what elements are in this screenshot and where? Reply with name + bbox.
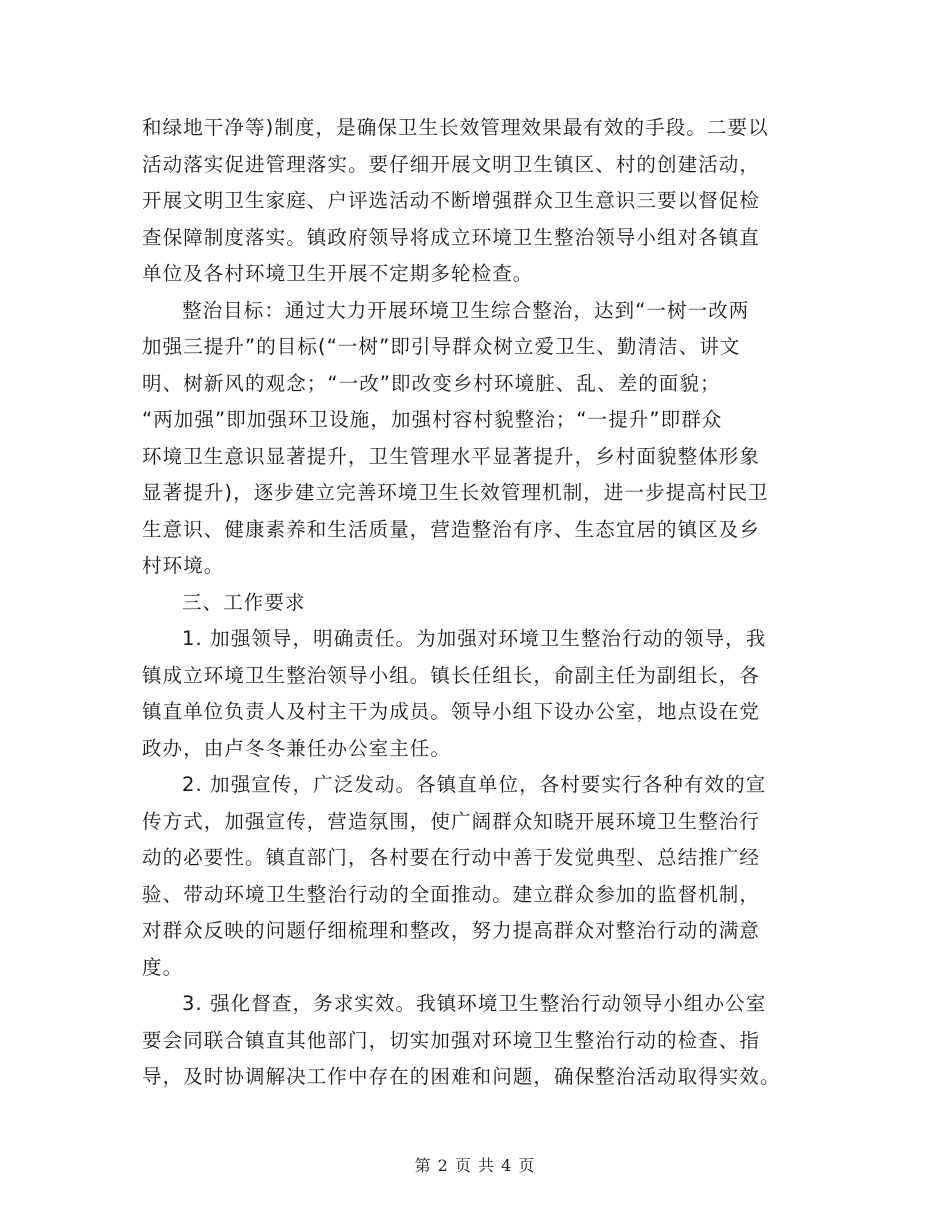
text-line: 活动落实促进管理落实。要仔细开展文明卫生镇区、村的创建活动， — [142, 152, 761, 176]
text-line: 单位及各村环境卫生开展不定期多轮检查。 — [142, 262, 534, 285]
text-line: 对群众反映的问题仔细梳理和整改，努力提高群众对整治行动的满意 — [142, 919, 761, 942]
text-line: 验、带动环境卫生整治行动的全面推动。建立群众参加的监督机制， — [142, 882, 761, 906]
text-line: 镇直单位负责人及村主干为成员。领导小组下设办公室，地点设在党 — [142, 700, 761, 723]
text-line: 加强三提升”的目标(“一树”即引导群众树立爱卫生、勤清洁、讲文 — [142, 335, 741, 358]
text-line: 度。 — [142, 955, 184, 979]
text-line: 村环境。 — [142, 554, 225, 577]
text-line: 要会同联合镇直其他部门，切实加强对环境卫生整治行动的检查、指 — [142, 1028, 761, 1052]
text-line: 传方式，加强宣传，营造氛围，使广阔群众知晓开展环境卫生整治行 — [142, 809, 761, 833]
document-body — [142, 110, 808, 1096]
text-line: 开展文明卫生家庭、户评选活动不断增强群众卫生意识三要以督促检 — [142, 189, 761, 212]
text-line: 镇成立环境卫生整治领导小组。镇长任组长，俞副主任为副组长，各 — [142, 663, 761, 687]
text-line: 和绿地干净等)制度，是确保卫生长效管理效果最有效的手段。二要以 — [142, 116, 769, 139]
text-line: 1. 加强领导，明确责任。为加强对环境卫生整治行动的领导，我 — [182, 627, 767, 650]
text-line: 生意识、健康素养和生活质量，营造整治有序、生态宜居的镇区及乡 — [142, 517, 761, 541]
text-line: 3. 强化督查，务求实效。我镇环境卫生整治行动领导小组办公室 — [182, 992, 767, 1015]
text-line: 政办，由卢冬冬兼任办公室主任。 — [142, 736, 452, 760]
text-line: 环境卫生意识显著提升，卫生管理水平显著提升，乡村面貌整体形象 — [142, 444, 761, 468]
page-number-footer: 第 2 页 共 4 页 — [414, 1156, 536, 1175]
body-text — [142, 110, 808, 1096]
text-line: 显著提升)，逐步建立完善环境卫生长效管理机制，进一步提高村民卫 — [142, 481, 769, 504]
text-line: 查保障制度落实。镇政府领导将成立环境卫生整治领导小组对各镇直 — [142, 225, 761, 249]
text-line: “两加强”即加强环卫设施，加强村容村貌整治；“一提升”即群众 — [142, 408, 723, 431]
text-line: 动的必要性。镇直部门，各村要在行动中善于发觉典型、总结推广经 — [142, 846, 761, 869]
text-line: 2. 加强宣传，广泛发动。各镇直单位，各村要实行各种有效的宣 — [182, 773, 767, 796]
text-line: 整治目标：通过大力开展环境卫生综合整治，达到“一树一改两 — [182, 298, 750, 322]
text-line: 导，及时协调解决工作中存在的困难和问题，确保整治活动取得实效。 — [142, 1065, 781, 1088]
section-heading: 三、工作要求 — [182, 590, 306, 614]
text-line: 明、树新风的观念；“一改”即改变乡村环境脏、乱、差的面貌； — [142, 371, 721, 395]
